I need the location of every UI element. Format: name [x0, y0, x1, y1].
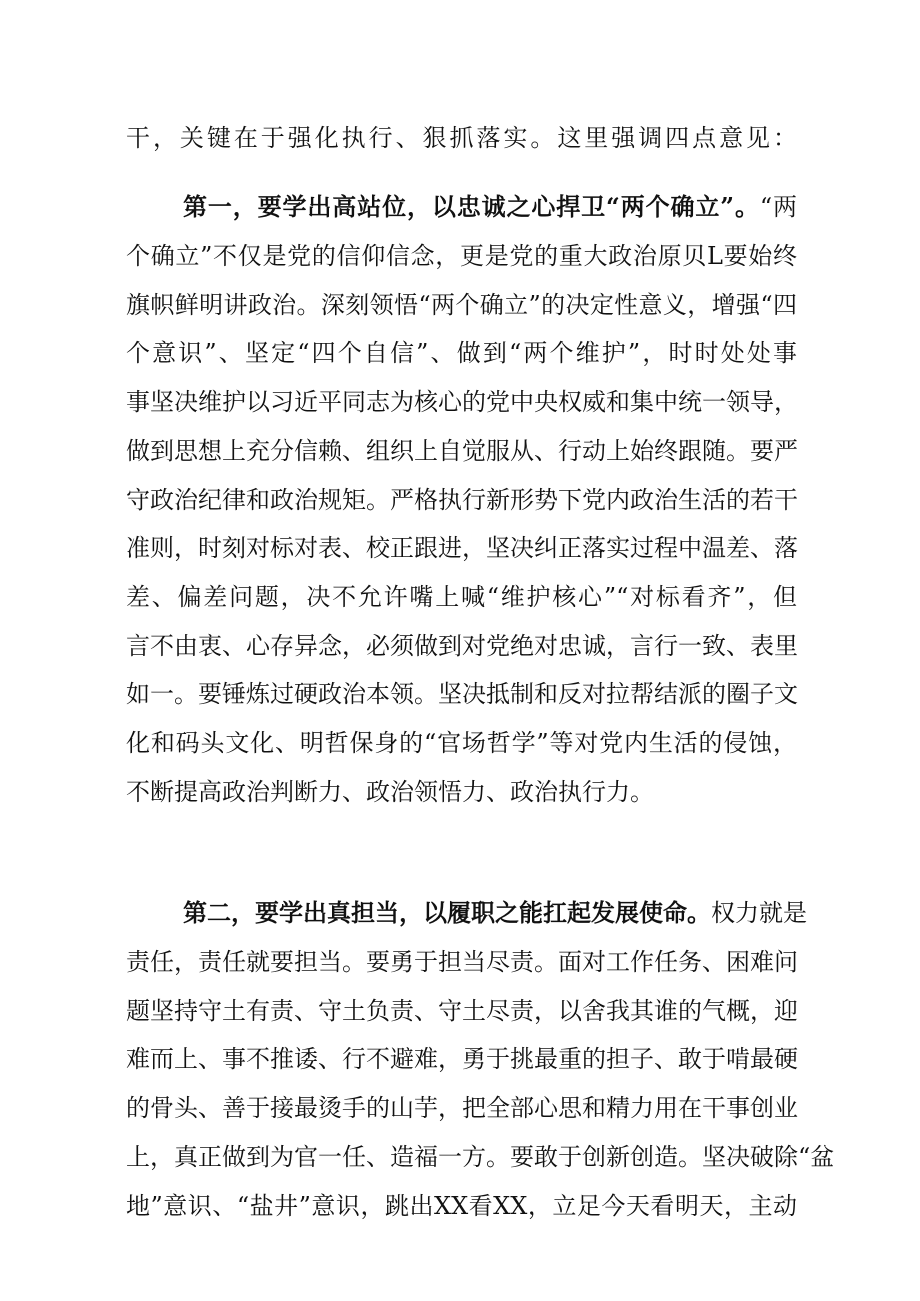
- paragraph-line: 准则，时刻对标对表、校正跟进，坚决纠正落实过程中温差、落: [126, 534, 798, 563]
- paragraph-line: 差、偏差问题，决不允许嘴上喊“维护核心”“对标看齐”，但: [126, 582, 797, 611]
- intro-line: 干，关键在于强化执行、狠抓落实。这里强调四点意见：: [126, 124, 797, 152]
- paragraph-line: 题坚持守土有责、守土负责、守土尽责，以舍我其谁的气概，迎: [126, 996, 798, 1025]
- paragraph-2-text: 权力就是: [711, 899, 807, 927]
- paragraph-line: 不断提高政治判断力、政治领悟力、政治执行力。: [126, 777, 654, 806]
- paragraph-line: 责任，责任就要担当。要勇于担当尽责。面对工作任务、困难问: [126, 948, 798, 976]
- paragraph-1-first-line: [183, 192, 797, 222]
- paragraph-line: 地”意识、“盐井”意识，跳出XX看XX，立足今天看明天，主动: [126, 1191, 797, 1220]
- paragraph-line: 个确立”不仅是党的信仰信念，更是党的重大政治原贝L要始终: [126, 242, 797, 270]
- paragraph-line: 守政治纪律和政治规矩。严格执行新形势下党内政治生活的若干: [126, 485, 798, 514]
- paragraph-line: 如一。要锤炼过硬政治本领。坚决抵制和反对拉帮结派的圈子文: [126, 680, 798, 709]
- paragraph-line: 言不由衷、心存异念，必须做到对党绝对忠诚，言行一致、表里: [126, 631, 798, 660]
- paragraph-1-heading: 第一，要学出高站位，以忠诚之心捍卫“两个确立”。: [183, 192, 760, 221]
- paragraph-line: 的骨头、善于接最烫手的山芋，把全部心思和精力用在干事创业: [126, 1094, 798, 1123]
- paragraph-2-first-line: [183, 898, 807, 928]
- paragraph-2-heading: 第二，要学出真担当，以履职之能扛起发展使命。: [183, 898, 711, 927]
- paragraph-line: 做到思想上充分信赖、组织上自觉服从、行动上始终跟随。要严: [126, 436, 798, 465]
- paragraph-line: 化和码头文化、明哲保身的“官场哲学”等对党内生活的侵蚀，: [126, 729, 797, 757]
- paragraph-line: 旗帜鲜明讲政治。深刻领悟“两个确立”的决定性意义，增强“四: [126, 290, 797, 319]
- paragraph-1-text: “两: [759, 193, 797, 221]
- paragraph-line: 事坚决维护以习近平同志为核心的党中央权威和集中统一领导，: [126, 388, 798, 417]
- paragraph-line: 上，真正做到为官一任、造福一方。要敢于创新创造。坚决破除“盆: [126, 1142, 835, 1171]
- paragraph-line: 难而上、事不推诿、行不避难，勇于挑最重的担子、敢于啃最硬: [126, 1045, 798, 1074]
- paragraph-line: 个意识”、坚定“四个自信”、做到“两个维护”，时时处处事: [126, 339, 797, 368]
